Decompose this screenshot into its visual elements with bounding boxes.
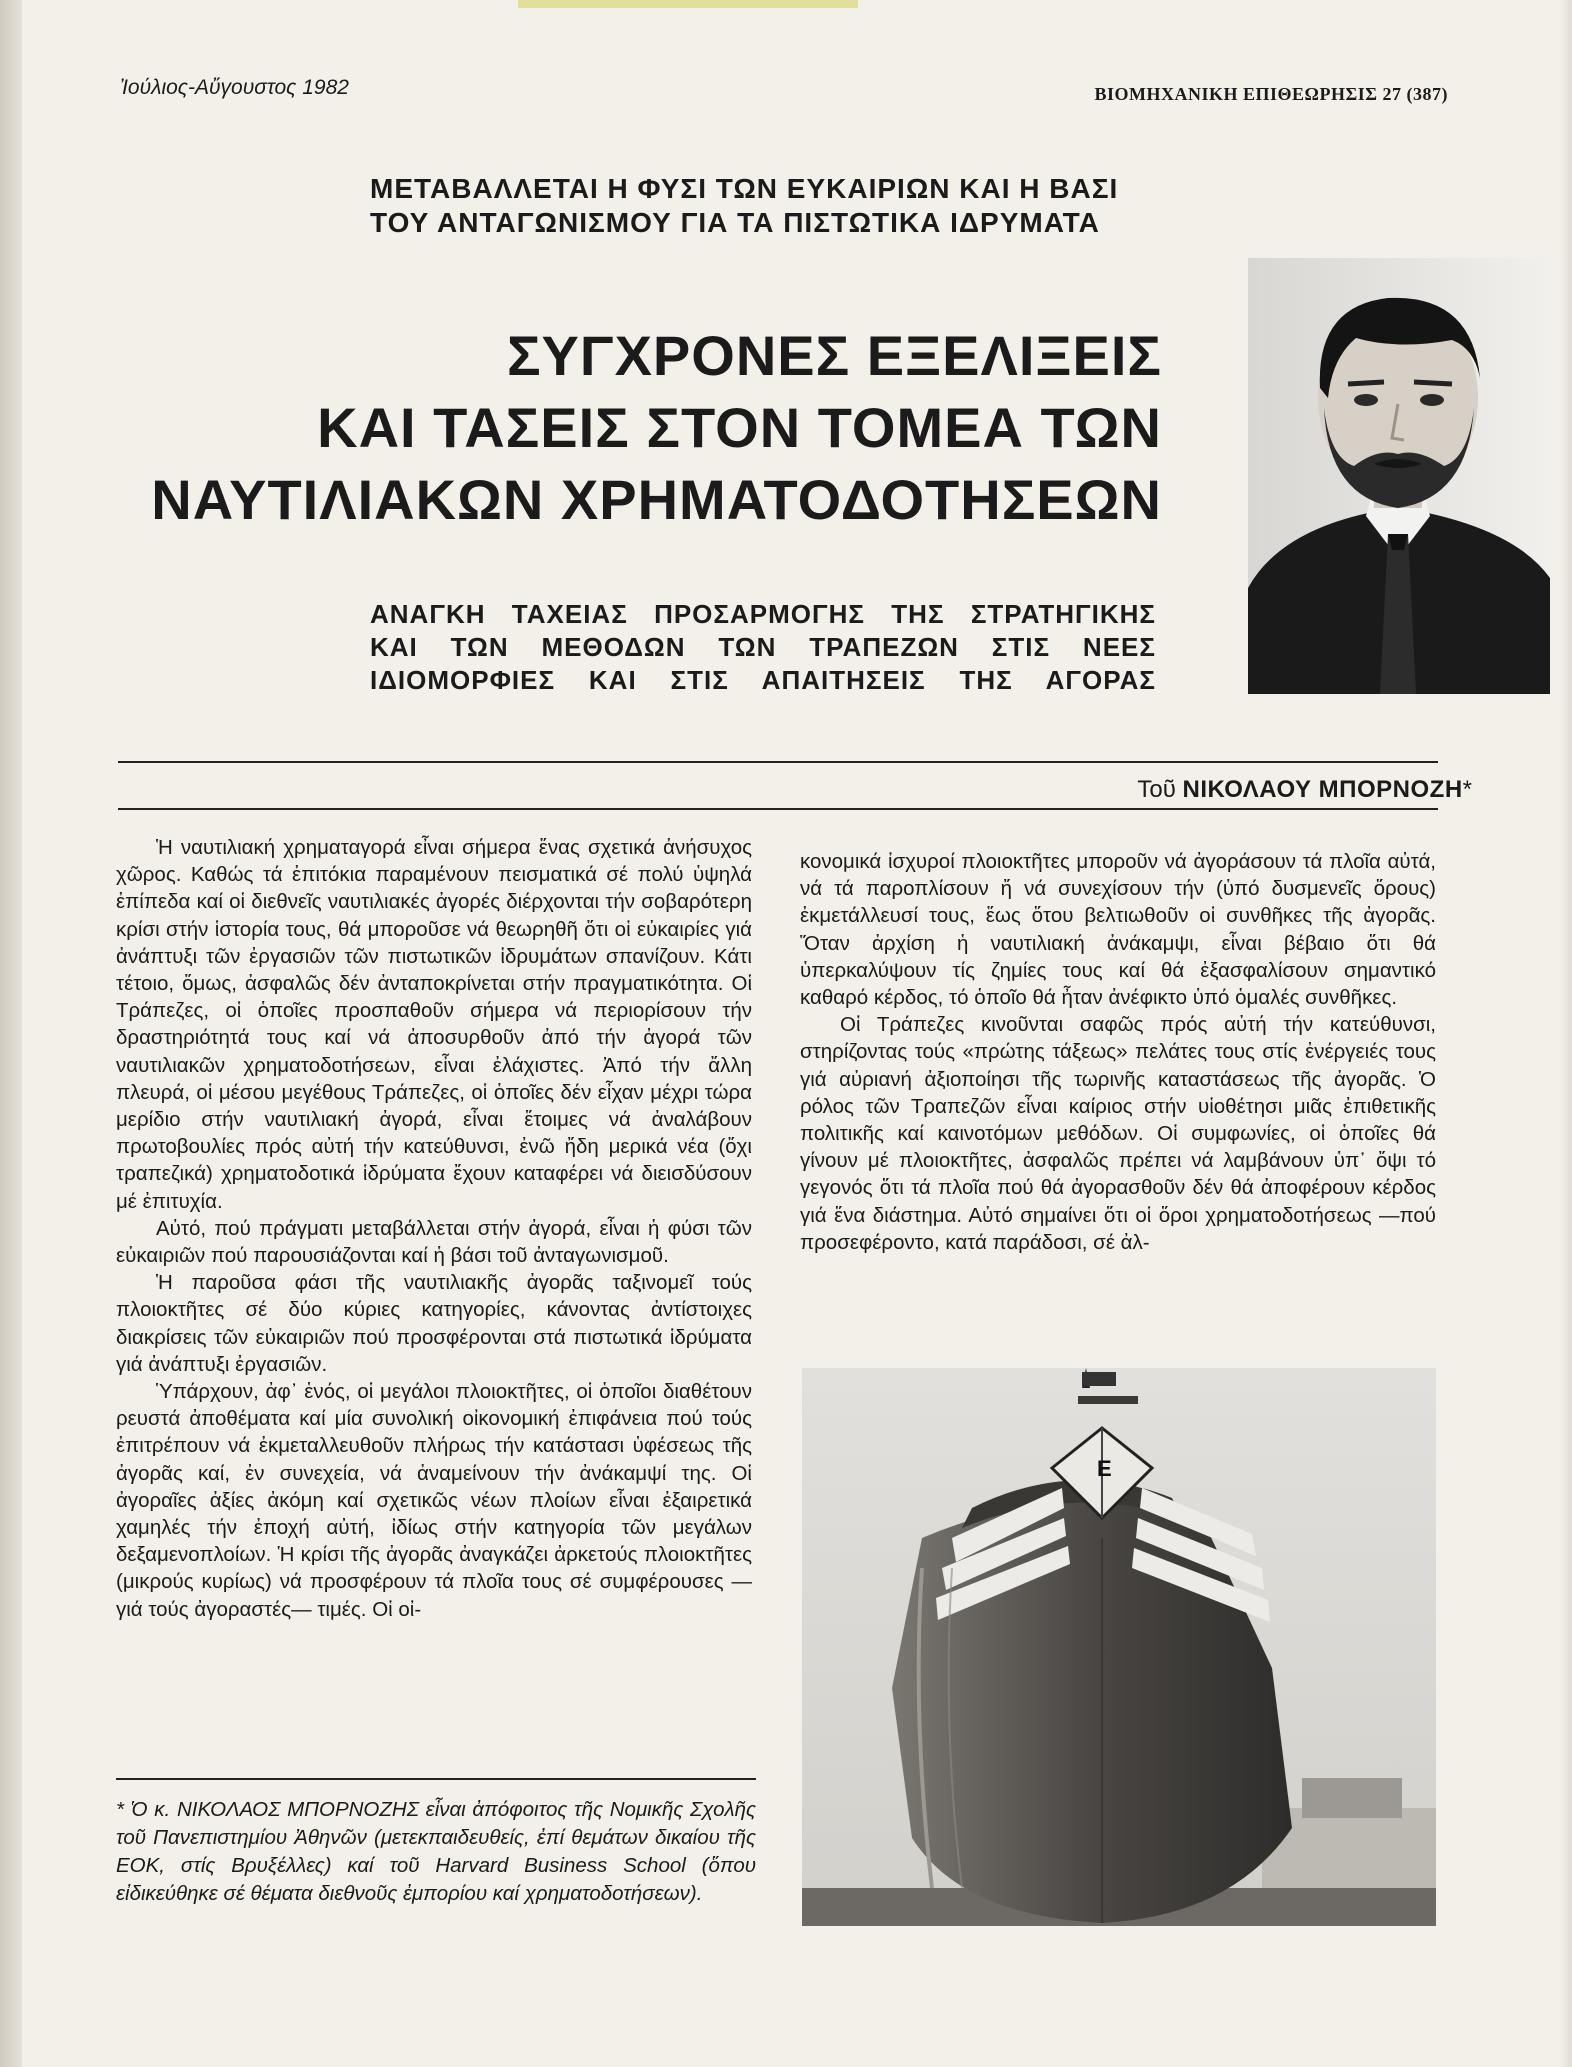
page-binding-edge [0, 0, 22, 2067]
paragraph: Οἱ Τράπεζες κινοῦνται σαφῶς πρός αὐτή τήν κατεύθυνσι, στηρίζοντας τούς «πρώτης τάξεως» πελάτες τους στίς ἐνέργειές τους γιά αὐριανή ἀξιοποίησι τῆς τωρινῆς καταστάσεως τῆς ἀγορᾶς. Ὁ ρόλος τῶν Τραπεζῶν εἶναι καίριος στήν υἱοθέτησι μιᾶς ἐπιθετικῆς πολιτικῆς καί καινοτόμων μεθόδων. Οἱ συμφωνίες, οἱ ὁποῖες θά γίνουν μέ πλοιοκτῆτες, ἀσφαλῶς πρέπει νά λαμβάνουν ὑπ᾽ ὄψι τό γεγονός ὅτι τά πλοῖα πού θά ἀγορασθοῦν δέν θά ἀποφέρουν κέρδος γιά ἕνα διάστημα. Αὐτό σημαίνει ὅτι οἱ ὅροι χρηματοδοτήσεως —πού προσεφέροντο, κατά παράδοσι, σέ ἀλ- [800, 1013, 1436, 1254]
paragraph: Ἡ ναυτιλιακή χρηματαγορά εἶναι σήμερα ἕνας σχετικά ἀνήσυχος χῶρος. Καθώς τά ἐπιτόκια παραμένουν πεισματικά σέ πολύ ὑψηλά ἐπίπεδα καί οἱ διεθνεῖς ναυτιλιακές ἀγορές διέρχονται τήν σοβαρότερη κρίσι στήν ἱστορία τους, θά μποροῦσε νά θεωρηθῆ ὅτι οἱ εὐκαιρίες γιά ἀνάπτυξι τῶν ἐργασιῶν τῶν πιστωτικῶν ἱδρυμάτων σπανίζουν. Κάτι τέτοιο, ὅμως, ἀσφαλῶς δέν ἀνταποκρίνεται στήν πραγματικότητα. Οἱ Τράπεζες, οἱ ὁποῖες προσπαθοῦν σήμερα νά περιορίσουν τήν δραστηριότητά τους καί νά ἀποσυρθοῦν ἀπό τήν ἀγορά τῶν ναυτιλιακῶν χρηματοδοτήσεων, εἶναι ἐλάχιστες. Ἀπό τήν ἄλλη πλευρά, οἱ μέσου μεγέθους Τράπεζες, οἱ ὁποῖες δέν εἶχαν μέχρι τώρα μερίδιο στήν ναυτιλιακή ἀγορά, εἶναι ἕτοιμες νά ἀναλάβουν πρωτοβουλίες πρός αὐτή τήν κατεύθυνσι, ἐνῶ ἤδη μερικά νέα (ὄχι τραπεζικά) χρηματοδοτικά ἱδρύματα ἔχουν καταφέρει νά διεισδύσουν μέ ἐπιτυχία. [116, 836, 752, 1213]
paragraph: κονομικά ἰσχυροί πλοιοκτῆτες μποροῦν νά ἀγοράσουν τά πλοῖα αὐτά, νά τά παροπλίσουν ἤ νά συνεχίσουν τήν (ὑπό δυσμενεῖς ὅρους) ἐκμετάλλευσί τους, ἕως ὅτου βελτιωθοῦν οἱ συνθῆκες τῆς ἀγορᾶς. Ὅταν ἀρχίση ἡ ναυτιλιακή ἀνάκαμψι, εἶναι βέβαιο ὅτι θά ὑπερκαλύψουν τίς ζημίες τους καί θά ἐξασφαλίσουν σημαντικό καθαρό κέρδος, τό ὁποῖο θά ἦταν ἀνέφικτο ὑπό ὁμαλές συνθῆκες. [800, 850, 1436, 1010]
author-portrait [1248, 258, 1550, 694]
subtitle-line-1: ΑΝΑΓΚΗ ΤΑΧΕΙΑΣ ΠΡΟΣΑΡΜΟΓΗΣ ΤΗΣ ΣΤΡΑΤΗΓΙΚΗΣ [370, 599, 1156, 629]
ship-launch-photo [802, 1368, 1436, 1926]
subtitle-line-2: ΚΑΙ ΤΩΝ ΜΕΘΟΔΩΝ ΤΩΝ ΤΡΑΠΕΖΩΝ ΣΤΙΣ ΝΕΕΣ [370, 632, 1156, 662]
page-edge-shadow [1560, 0, 1572, 2067]
article-subtitle [370, 598, 1156, 697]
byline-rule-top [118, 761, 1438, 763]
footnote-marker: * [1462, 776, 1472, 803]
kicker-line-2: ΤΟΥ ΑΝΤΑΓΩΝΙΣΜΟΥ ΓΙΑ ΤΑ ΠΙΣΤΩΤΙΚΑ ΙΔΡΥΜΑΤΑ [370, 207, 1100, 238]
title-line-1: ΣΥΓΧΡΟΝΕΣ ΕΞΕΛΙΞΕΙΣ [506, 324, 1162, 387]
byline [1137, 776, 1472, 804]
subtitle-line-3: ΙΔΙΟΜΟΡΦΙΕΣ ΚΑΙ ΣΤΙΣ ΑΠΑΙΤΗΣΕΙΣ ΤΗΣ ΑΓΟΡΑΣ [370, 665, 1156, 695]
byline-prefix: Τοῦ [1137, 776, 1183, 803]
article-title [100, 320, 1162, 536]
author-portrait-image [1248, 258, 1550, 694]
title-line-3: ΝΑΥΤΙΛΙΑΚΩΝ ΧΡΗΜΑΤΟΔΟΤΗΣΕΩΝ [151, 468, 1162, 531]
author-name: ΝΙΚΟΛΑΟΥ ΜΠΟΡΝΟΖΗ [1182, 776, 1463, 803]
ship-emblem-letter: Ε [1097, 1456, 1112, 1481]
body-column-right [800, 848, 1436, 1256]
author-footnote: * Ὁ κ. ΝΙΚΟΛΑΟΣ ΜΠΟΡΝΟΖΗΣ εἶναι ἀπόφοιτος τῆς Νομικῆς Σχολῆς τοῦ Πανεπιστημίου Ἀθηνῶν (μετεκπαιδευθείς, ἐπί θεμάτων δικαίου τῆς ΕΟΚ, στίς Βρυξέλλες) καί τοῦ Harvard Business School (ὅπου εἰδικεύθηκε σέ θέματα διεθνοῦς ἐμπορίου καί χρηματοδοτήσεων). [116, 1798, 756, 1905]
kicker-headline [370, 172, 1160, 240]
body-column-left [116, 834, 752, 1623]
ship-photo-image [802, 1368, 1436, 1926]
byline-rule-bottom [118, 808, 1438, 810]
issue-date: Ἰούλιος-Αὔγουστος 1982 [120, 76, 349, 99]
page-tab [518, 0, 858, 8]
title-line-2: ΚΑΙ ΤΑΣΕΙΣ ΣΤΟΝ ΤΟΜΕΑ ΤΩΝ [317, 396, 1162, 459]
paragraph: Ὑπάρχουν, ἀφ᾽ ἑνός, οἱ μεγάλοι πλοιοκτῆτες, οἱ ὁποῖοι διαθέτουν ρευστά ἀποθέματα καί μία συνολική οἰκονομική ἐπιφάνεια πού τούς ἐπιτρέπουν νά ἐκμεταλλευθοῦν πλήρως τήν κατάστασι ὑφέσεως τῆς ἀγορᾶς καί, ἐν συνεχεία, νά ἀναμείνουν τήν ἀνάκαμψί της. Οἱ ἀγοραῖες ἀξίες ἀκόμη καί σχετικῶς νέων πλοίων εἶναι ἐξαιρετικά χαμηλές τήν ἐποχή αὐτή, ἰδίως στήν κατηγορία τῶν μεγάλων δεξαμενοπλοίων. Ἡ κρίσι τῆς ἀγορᾶς ἀναγκάζει ἀρκετούς πλοιοκτῆτες (μικρούς κυρίως) νά προσφέρουν τά πλοῖα τους σέ συμφέρουσες —γιά τούς ἀγοραστές— τιμές. Οἱ οἰ- [116, 1380, 752, 1621]
journal-header: ΒΙΟΜΗΧΑΝΙΚΗ ΕΠΙΘΕΩΡΗΣΙΣ 27 (387) [1094, 84, 1448, 104]
kicker-line-1: ΜΕΤΑΒΑΛΛΕΤΑΙ Η ΦΥΣΙ ΤΩΝ ΕΥΚΑΙΡΙΩΝ ΚΑΙ Η ΒΑΣΙ [370, 173, 1119, 204]
paragraph: Ἡ παροῦσα φάσι τῆς ναυτιλιακῆς ἀγορᾶς ταξινομεῖ τούς πλοιοκτῆτες σέ δύο κύριες κατηγορίες, κάνοντας ἀντίστοιχες διακρίσεις τῶν εὐκαιριῶν πού προσφέρονται στά πιστωτικά ἱδρύματα γιά ἀνάπτυξι ἐργασιῶν. [116, 1271, 752, 1376]
footnote-rule [116, 1778, 756, 1780]
paragraph: Αὐτό, πού πράγματι μεταβάλλεται στήν ἀγορά, εἶναι ἡ φύσι τῶν εὐκαιριῶν πού παρουσιάζονται καί ἡ βάσι τοῦ ἀνταγωνισμοῦ. [116, 1216, 752, 1268]
